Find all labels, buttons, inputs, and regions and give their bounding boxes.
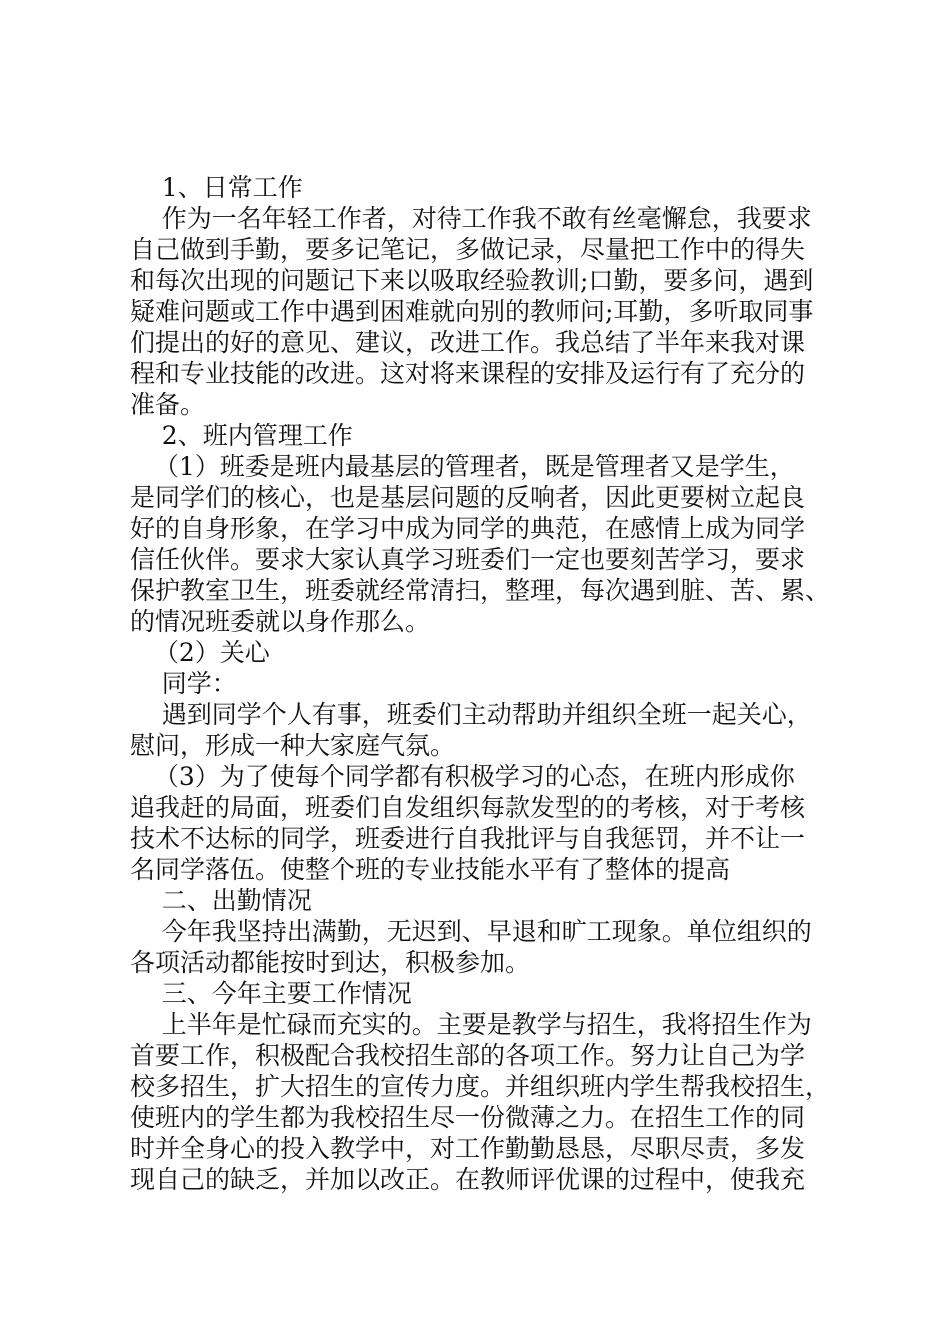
subheading-care: （2）关心 [130,638,270,667]
paragraph-line: 现自己的缺乏，并加以改正。在教师评优课的过程中，使我充 [130,1165,806,1194]
paragraph-line: 各项活动都能按时到达，积极参加。 [130,948,531,977]
paragraph-line: 名同学落伍。使整个班的专业技能水平有了整体的提高 [130,855,731,884]
paragraph-line: 好的自身形象，在学习中成为同学的典范，在感情上成为同学 [130,514,806,543]
paragraph-line: （1）班委是班内最基层的管理者，既是管理者又是学生， [130,452,795,481]
paragraph-line: 信任伙伴。要求大家认真学习班委们一定也要刻苦学习，要求 [130,545,806,574]
paragraph-line: 时并全身心的投入教学中，对工作勤勤恳恳，尽职尽责，多发 [130,1134,806,1163]
heading-daily-work: 1、日常工作 [130,173,303,202]
paragraph-line: 是同学们的核心，也是基层问题的反响者，因此更要树立起良 [130,483,806,512]
heading-attendance: 二、出勤情况 [130,886,312,915]
paragraph-line: （3）为了使每个同学都有积极学习的心态，在班内形成你 [130,762,795,791]
document-body [130,172,850,1195]
paragraph-line: 慰问，形成一种大家庭气氛。 [130,731,456,760]
heading-class-management: 2、班内管理工作 [130,421,353,450]
paragraph-line: 技术不达标的同学，班委进行自我批评与自我惩罚，并不让一 [130,824,806,853]
paragraph-line: 和每次出现的问题记下来以吸取经验教训;口勤，要多问，遇到 [130,266,814,295]
paragraph-line: 自己做到手勤，要多记笔记，多做记录，尽量把工作中的得失 [130,235,806,264]
heading-main-work: 三、今年主要工作情况 [130,979,412,1008]
paragraph-line: 遇到同学个人有事，班委们主动帮助并组织全班一起关心， [130,700,812,729]
paragraph-line: 作为一名年轻工作者，对待工作我不敢有丝毫懈怠，我要求 [130,204,812,233]
paragraph-line: 上半年是忙碌而充实的。主要是教学与招生，我将招生作为 [130,1010,812,1039]
paragraph-line: 首要工作，积极配合我校招生部的各项工作。努力让自己为学 [130,1041,806,1070]
paragraph-line: 今年我坚持出满勤，无迟到、早退和旷工现象。单位组织的 [130,917,812,946]
paragraph-line: 程和专业技能的改进。这对将来课程的安排及运行有了充分的 [130,359,806,388]
paragraph-line: 使班内的学生都为我校招生尽一份微薄之力。在招生工作的同 [130,1103,806,1132]
paragraph-line: 准备。 [130,390,206,419]
paragraph-line: 校多招生，扩大招生的宣传力度。并组织班内学生帮我校招生， [130,1072,831,1101]
paragraph-line: 保护教室卫生，班委就经常清扫，整理，每次遇到脏、苦、累、 [130,576,831,605]
paragraph-line: 追我赶的局面，班委们自发组织每款发型的的考核，对于考核 [130,793,806,822]
paragraph-line: 的情况班委就以身作那么。 [130,607,431,636]
paragraph-line: 们提出的好的意见、建议，改进工作。我总结了半年来我对课 [130,328,806,357]
paragraph-line: 同学： [130,669,237,698]
paragraph-line: 疑难问题或工作中遇到困难就向别的教师问;耳勤，多听取同事 [130,297,814,326]
